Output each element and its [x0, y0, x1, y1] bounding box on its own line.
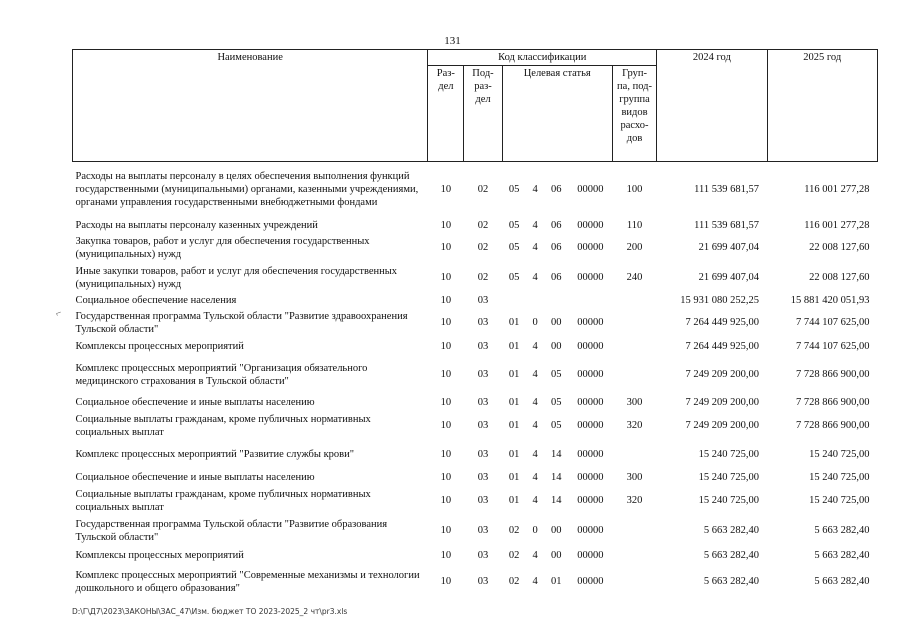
table-row [73, 293, 878, 308]
table-row [73, 356, 878, 394]
row-subsection: 02 [477, 242, 489, 253]
table-row [73, 441, 878, 469]
header-row-1 [73, 50, 878, 66]
row-name: Социальные выплаты гражданам, кроме публичных нормативных социальных выплат [75, 413, 371, 438]
row-expense-group: 320 [626, 420, 643, 431]
header-section: Раз- дел [428, 66, 464, 162]
row-section: 10 [440, 369, 452, 380]
row-target-4: 00000 [577, 550, 604, 561]
row-name: Комплекс процессных мероприятий "Развитие службы крови" [75, 449, 355, 460]
row-subsection: 03 [477, 495, 489, 506]
row-name: Социальное обеспечение и иные выплаты населению [75, 396, 315, 408]
row-subsection: 03 [477, 369, 489, 380]
row-expense-group [612, 516, 656, 546]
row-amount-2025: 5 663 282,40 [814, 550, 870, 561]
row-target-1: 05 [508, 272, 520, 283]
row-expense-group: 200 [626, 242, 643, 253]
table-row [73, 546, 878, 566]
table-row [73, 486, 878, 516]
row-amount-2024: 7 249 209 200,00 [685, 420, 760, 431]
row-target-2: 4 [532, 495, 538, 506]
row-section: 10 [440, 242, 452, 253]
row-amount-2024: 7 249 209 200,00 [685, 396, 760, 408]
table-row [73, 394, 878, 411]
row-expense-group [612, 546, 656, 566]
row-expense-group [612, 566, 656, 598]
row-subsection: 03 [477, 576, 489, 587]
row-name: Комплекс процессных мероприятий "Организация обязательного медицинского страхования в Тульской области" [75, 362, 368, 387]
row-expense-group: 300 [626, 471, 643, 483]
row-target-2: 4 [532, 576, 538, 587]
row-name: Комплексы процессных мероприятий [75, 341, 244, 352]
row-subsection: 03 [477, 396, 489, 408]
file-path-footer: D:\Г\Д7\2023\ЗАКОНЫ\ЗАС_47\Изм. бюджет ТО 2023-2025_2 чт\pr3.xls [72, 607, 348, 616]
row-target-2: 0 [532, 317, 538, 328]
row-subsection: 03 [477, 550, 489, 561]
row-section: 10 [440, 550, 452, 561]
row-amount-2024: 7 264 449 925,00 [685, 341, 760, 352]
row-section: 10 [440, 317, 452, 328]
row-target-4: 00000 [577, 317, 604, 328]
row-expense-group: 110 [626, 219, 643, 231]
table-body [73, 162, 878, 598]
header-name: Наименование [73, 50, 428, 162]
row-target-4: 00000 [577, 219, 604, 231]
row-amount-2025: 7 728 866 900,00 [796, 420, 870, 431]
row-section: 10 [440, 495, 452, 506]
row-target-1: 01 [508, 317, 520, 328]
header-target-article: Целевая статья [502, 66, 612, 162]
row-target-4: 00000 [577, 341, 604, 352]
row-target-3: 05 [550, 369, 562, 380]
row-target-4: 00000 [577, 495, 604, 506]
table-row [73, 263, 878, 293]
row-subsection: 03 [477, 294, 489, 306]
row-name: Государственная программа Тульской области "Развитие образования Тульской области" [75, 518, 388, 543]
row-amount-2024: 111 539 681,57 [694, 219, 760, 231]
table-row [73, 162, 878, 218]
row-target-4: 00000 [577, 369, 604, 380]
row-expense-group: 240 [626, 272, 643, 283]
row-target-2: 4 [532, 341, 538, 352]
row-target-1: 01 [508, 420, 520, 431]
row-target-2: 4 [532, 242, 538, 253]
row-amount-2025: 7 744 107 625,00 [796, 317, 870, 328]
row-expense-group [612, 293, 656, 308]
row-name: Социальное обеспечение населения [75, 294, 237, 306]
row-amount-2025: 116 001 277,28 [804, 184, 870, 196]
header-subsection: Под- раз- дел [464, 66, 502, 162]
row-name: Расходы на выплаты персоналу казенных учреждений [75, 219, 318, 231]
table-row [73, 516, 878, 546]
row-target-4: 00000 [577, 184, 604, 196]
row-subsection: 03 [477, 449, 489, 460]
row-target-3: 14 [550, 449, 562, 460]
row-section: 10 [440, 525, 452, 536]
table-row [73, 338, 878, 356]
row-expense-group: 300 [626, 396, 643, 408]
row-amount-2025: 116 001 277,28 [804, 219, 870, 231]
row-target-1: 01 [508, 341, 520, 352]
header-2024: 2024 год [657, 50, 767, 162]
row-subsection: 02 [477, 184, 489, 196]
row-target-3: 06 [550, 219, 562, 231]
row-section: 10 [440, 341, 452, 352]
row-amount-2025: 22 008 127,60 [809, 242, 870, 253]
table-row [73, 566, 878, 598]
table-row [73, 469, 878, 486]
row-amount-2024: 5 663 282,40 [703, 525, 760, 536]
header-2025: 2025 год [767, 50, 877, 162]
row-amount-2025: 15 240 725,00 [809, 471, 870, 483]
row-target-3: 00 [550, 341, 562, 352]
row-target-1: 01 [508, 471, 520, 483]
row-target-1: 01 [508, 396, 520, 408]
row-target-3: 14 [550, 471, 562, 483]
row-subsection: 03 [477, 471, 489, 483]
header-classification: Код классификации [428, 50, 657, 66]
row-name: Расходы на выплаты персоналу в целях обеспечения выполнения функций государственными (муниципальными) органами, казенными учреждениями, органами управления государственными внебюджетными фондами [75, 171, 419, 209]
row-expense-group: 320 [626, 495, 643, 506]
row-amount-2025: 5 663 282,40 [814, 576, 870, 587]
row-amount-2024: 15 240 725,00 [698, 495, 760, 506]
row-name: Иные закупки товаров, работ и услуг для обеспечения государственных (муниципальных) нужд [75, 265, 398, 290]
margin-mark: ⌐ [54, 307, 64, 320]
row-target-3: 14 [550, 495, 562, 506]
row-expense-group [612, 356, 656, 394]
row-target-3: 00 [550, 525, 562, 536]
row-target-3: 00 [550, 317, 562, 328]
table-row [73, 218, 878, 233]
row-amount-2025: 15 881 420 051,93 [790, 294, 870, 306]
row-target-4: 00000 [577, 420, 604, 431]
row-target-1: 01 [508, 495, 520, 506]
table-row [73, 308, 878, 338]
row-target-1: 01 [508, 369, 520, 380]
table-row [73, 411, 878, 441]
table-row [73, 233, 878, 263]
row-target-2: 4 [532, 272, 538, 283]
row-amount-2024: 7 264 449 925,00 [685, 317, 760, 328]
row-target-4: 00000 [577, 576, 604, 587]
row-amount-2025: 15 240 725,00 [809, 495, 870, 506]
row-target-3: 06 [550, 184, 562, 196]
row-name: Закупка товаров, работ и услуг для обеспечения государственных (муниципальных) нужд [75, 235, 370, 260]
row-amount-2025: 7 744 107 625,00 [796, 341, 870, 352]
row-target-4: 00000 [577, 272, 604, 283]
row-subsection: 03 [477, 420, 489, 431]
row-amount-2024: 5 663 282,40 [703, 576, 760, 587]
row-target-3 [544, 293, 568, 308]
row-amount-2025: 7 728 866 900,00 [796, 396, 870, 408]
row-section: 10 [440, 184, 452, 196]
row-amount-2024: 111 539 681,57 [694, 184, 760, 196]
row-section: 10 [440, 294, 452, 306]
page-number: 131 [444, 35, 461, 47]
row-expense-group [612, 441, 656, 469]
row-target-1: 05 [508, 242, 520, 253]
row-target-4: 00000 [577, 525, 604, 536]
row-target-2: 4 [532, 471, 538, 483]
row-target-4: 00000 [577, 242, 604, 253]
row-amount-2024: 15 931 080 252,25 [680, 294, 760, 306]
row-expense-group [612, 338, 656, 356]
row-target-1: 05 [508, 219, 520, 231]
row-section: 10 [440, 420, 452, 431]
row-target-2 [526, 293, 544, 308]
row-target-1: 02 [508, 576, 520, 587]
row-section: 10 [440, 576, 452, 587]
row-amount-2025: 22 008 127,60 [809, 272, 870, 283]
row-target-2: 4 [532, 449, 538, 460]
row-amount-2024: 7 249 209 200,00 [685, 369, 760, 380]
row-target-1: 02 [508, 550, 520, 561]
row-subsection: 02 [477, 272, 489, 283]
row-target-2: 4 [532, 550, 538, 561]
row-section: 10 [440, 471, 452, 483]
row-target-3: 05 [550, 396, 562, 408]
row-target-1: 05 [508, 184, 520, 196]
row-target-3: 01 [550, 576, 562, 587]
row-amount-2024: 21 699 407,04 [698, 242, 760, 253]
row-target-3: 00 [550, 550, 562, 561]
row-subsection: 03 [477, 525, 489, 536]
row-target-1: 01 [508, 449, 520, 460]
row-name: Комплексы процессных мероприятий [75, 550, 244, 561]
row-section: 10 [440, 219, 452, 231]
row-amount-2025: 5 663 282,40 [814, 525, 870, 536]
row-target-3: 06 [550, 272, 562, 283]
row-target-3: 06 [550, 242, 562, 253]
row-target-2: 4 [532, 420, 538, 431]
header-expense-group: Груп- па, под- группа видов расхо- дов [612, 66, 656, 162]
row-name: Социальные выплаты гражданам, кроме публичных нормативных социальных выплат [75, 488, 371, 513]
row-amount-2024: 5 663 282,40 [703, 550, 760, 561]
row-amount-2024: 15 240 725,00 [698, 449, 760, 460]
row-target-2: 4 [532, 369, 538, 380]
row-target-2: 4 [532, 219, 538, 231]
row-target-4 [568, 293, 612, 308]
row-target-3: 05 [550, 420, 562, 431]
row-target-2: 0 [532, 525, 538, 536]
row-target-4: 00000 [577, 449, 604, 460]
row-subsection: 03 [477, 341, 489, 352]
row-target-1: 02 [508, 525, 520, 536]
row-section: 10 [440, 272, 452, 283]
row-expense-group: 100 [626, 184, 643, 196]
row-expense-group [612, 308, 656, 338]
row-target-4: 00000 [577, 396, 604, 408]
row-amount-2025: 7 728 866 900,00 [796, 369, 870, 380]
row-name: Комплекс процессных мероприятий "Современные механизмы и технологии дошкольного и общего образования" [75, 569, 420, 594]
row-amount-2024: 21 699 407,04 [698, 272, 760, 283]
row-subsection: 03 [477, 317, 489, 328]
row-name: Государственная программа Тульской области "Развитие здравоохранения Тульской области" [75, 310, 408, 335]
row-name: Социальное обеспечение и иные выплаты населению [75, 471, 315, 483]
row-subsection: 02 [477, 219, 489, 231]
row-target-1 [502, 293, 526, 308]
row-section: 10 [440, 396, 452, 408]
row-amount-2024: 15 240 725,00 [698, 471, 760, 483]
row-target-2: 4 [532, 184, 538, 196]
row-target-4: 00000 [577, 471, 604, 483]
row-amount-2025: 15 240 725,00 [809, 449, 870, 460]
row-target-2: 4 [532, 396, 538, 408]
row-section: 10 [440, 449, 452, 460]
budget-table [72, 49, 878, 598]
